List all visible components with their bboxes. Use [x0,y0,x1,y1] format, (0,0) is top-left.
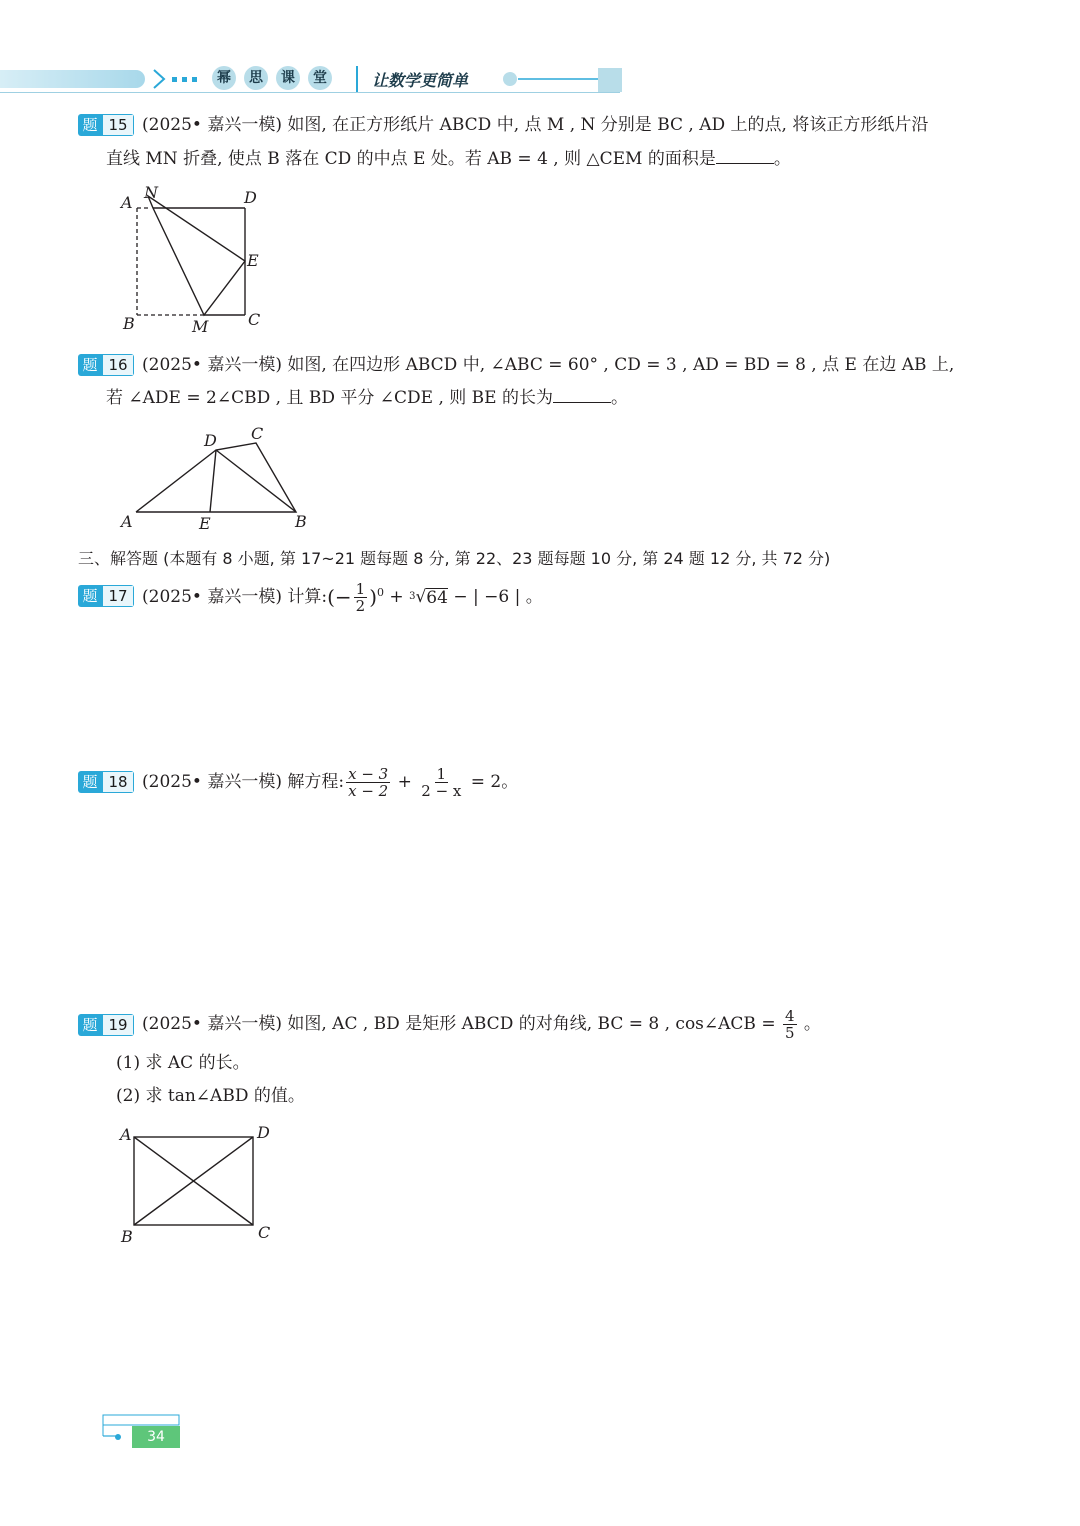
q15-line2-end: 。 [773,149,791,169]
label-A: A [121,193,133,212]
page-footer [100,1412,190,1452]
frac-den: x − 2 [348,781,389,800]
radical-icon: √ [415,587,427,607]
q19-line1-end: 。 [798,1014,821,1034]
q16-line2 [106,386,628,409]
section-title: 三、解答题 (本题有 8 小题, 第 17~21 题每题 8 分, 第 22、23 题每题 10 分, 第 24 题 12 分, 共 72 分) [78,549,831,568]
q16-line2-text: 若 ∠ADE = 2∠CBD , 且 BD 平分 ∠CDE , 则 BE 的长为 [106,388,553,408]
frac-den: 5 [784,1023,795,1042]
label-A: A [121,512,133,531]
q15-line1: (2025• 嘉兴一模) 如图, 在正方形纸片 ABCD 中, 点 M , N 分别是 BC , AD 上的点, 将该正方形纸片沿 [142,115,929,135]
q18-plus: + [392,772,418,792]
q19-sub1: (1) 求 AC 的长。 [116,1053,250,1073]
label-A: A [120,1125,132,1144]
label-D: D [257,1123,270,1142]
badge-label: 题 [78,114,102,136]
label-E: E [199,514,211,533]
header-slogan: 让数学更简单 [372,71,469,90]
badge-number: 19 [102,1014,134,1036]
q16-line2-end: 。 [610,388,628,408]
label-C: C [251,424,264,443]
q19-line1-text: (2025• 嘉兴一模) 如图, AC , BD 是矩形 ABCD 的对角线, BC = 8 , cos∠ACB = [142,1014,781,1034]
label-N: N [144,183,158,202]
badge-label: 题 [78,585,102,607]
header-divider [356,66,358,92]
badge-number: 15 [102,114,134,136]
q17-mid: + [384,587,410,607]
q18-fraction-1 [346,766,390,799]
answer-blank[interactable] [716,147,774,164]
badge-label: 题 [78,771,102,793]
q17-fraction [354,581,368,614]
header-baseline [0,92,620,93]
badge-number: 18 [102,771,134,793]
q17-close: ) [369,585,378,609]
q19-figure [110,1120,290,1250]
q18-fraction-2 [419,766,463,799]
q19-line1 [142,1005,821,1043]
badge-number: 17 [102,585,134,607]
chevron-right-icon [150,66,220,92]
page-header [0,62,1080,102]
q17-radicand: 64 [426,587,448,608]
q17-prefix: (2025• 嘉兴一模) 计算: [142,587,328,607]
q16-figure [110,420,320,535]
page-number: 34 [132,1426,180,1448]
header-bar [0,70,145,88]
label-B: B [295,512,307,531]
q18-tail: = 2。 [465,772,519,792]
badge-q16 [78,354,134,376]
brand-char-2: 思 [244,66,268,90]
label-M: M [192,317,209,336]
frac-num: 4 [784,1006,795,1025]
label-C: C [258,1223,271,1242]
q17-tail: − | −6 | 。 [447,587,543,607]
q15-line2-text: 直线 MN 折叠, 使点 B 落在 CD 的中点 E 处。若 AB = 4 , 则 △CEM 的面积是 [106,149,716,169]
frac-den: 2 − x [421,781,462,800]
badge-q15 [78,114,134,136]
q15-line2 [106,147,791,170]
brand-char-4: 堂 [308,66,332,90]
frac-num: 1 [355,579,366,598]
answer-blank[interactable] [553,386,611,403]
q18-expression [142,763,518,801]
q15-figure [110,180,280,340]
q16-line1: (2025• 嘉兴一模) 如图, 在四边形 ABCD 中, ∠ABC = 60° , CD = 3 , AD = BD = 8 , 点 E 在边 AB 上, [142,355,955,375]
label-B: B [121,1227,133,1246]
label-B: B [123,314,135,333]
badge-label: 题 [78,354,102,376]
brand-char-1: 幂 [212,66,236,90]
badge-q19 [78,1014,134,1036]
badge-label: 题 [78,1014,102,1036]
q18-prefix: (2025• 嘉兴一模) 解方程: [142,772,345,792]
header-ornament [500,66,625,94]
badge-number: 16 [102,354,134,376]
label-E: E [247,251,259,270]
frac-num: 1 [436,764,447,783]
q19-fraction [783,1008,797,1041]
brand-char-3: 课 [276,66,300,90]
badge-q18 [78,771,134,793]
q19-sub2: (2) 求 tan∠ABD 的值。 [116,1086,305,1106]
label-C: C [248,310,261,329]
q17-root-index: 3 [409,591,416,602]
q17-expression [142,578,543,616]
label-D: D [244,188,257,207]
badge-q17 [78,585,134,607]
q17-exponent: 0 [377,586,385,599]
frac-den: 2 [355,596,366,615]
frac-num: x − 3 [348,764,389,783]
q17-open: (− [327,585,352,609]
label-D: D [204,431,217,450]
